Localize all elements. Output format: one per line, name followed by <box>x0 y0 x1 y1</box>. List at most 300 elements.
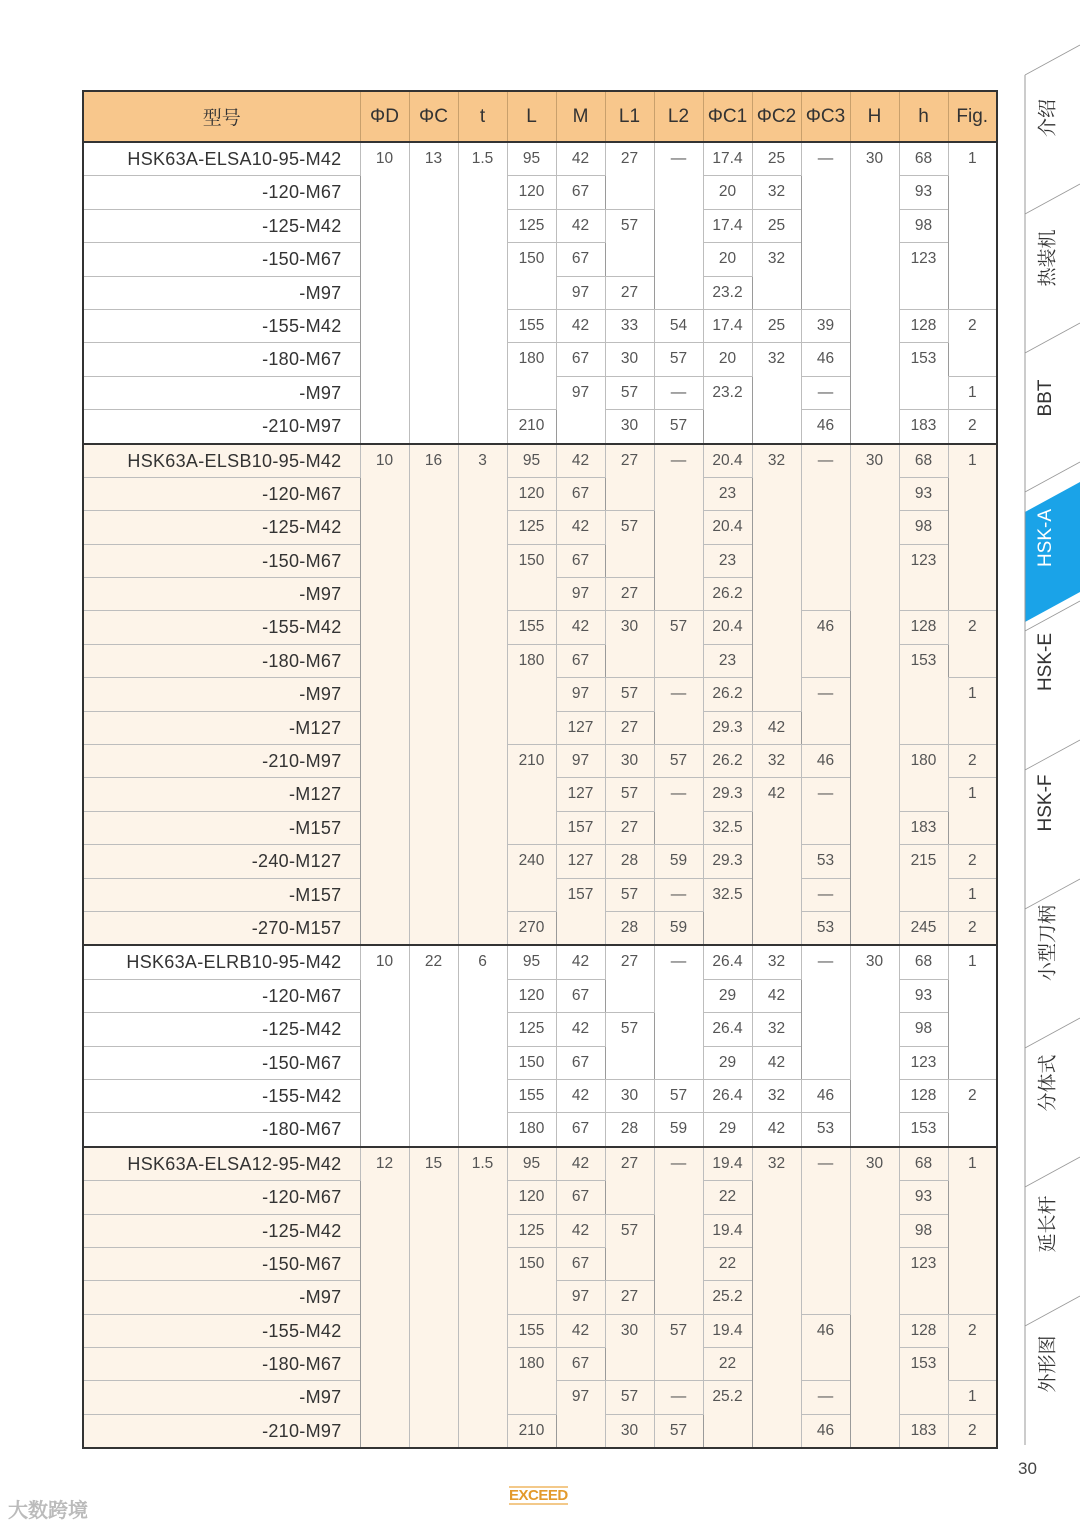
model-cell: -125-M42 <box>83 511 360 544</box>
cell-l: 180 <box>507 1348 556 1415</box>
cell-c1: 32.5 <box>703 878 752 945</box>
cell-h: 93 <box>899 979 948 1012</box>
cell-c2: 25 <box>752 309 801 342</box>
cell-c1: 26.4 <box>703 1079 752 1112</box>
cell-c1: 20.4 <box>703 511 752 544</box>
cell-fig: 1 <box>948 778 997 845</box>
cell-h-upper: 30 <box>850 142 899 444</box>
header-c2: ΦC2 <box>752 91 801 142</box>
cell-c3: — <box>801 444 850 611</box>
cell-l1: 30 <box>605 410 654 444</box>
cell-c1: 26.4 <box>703 1013 752 1046</box>
cell-l2: — <box>654 376 703 409</box>
cell-c3: 46 <box>801 1079 850 1112</box>
cell-l: 180 <box>507 1113 556 1147</box>
tab-separator <box>1025 740 1080 770</box>
cell-d: 12 <box>360 1147 409 1449</box>
cell-c3: 46 <box>801 343 850 376</box>
cell-l: 125 <box>507 209 556 242</box>
cell-c: 22 <box>409 945 458 1146</box>
cell-c2: 32 <box>752 243 801 310</box>
model-cell: HSK63A-ELSA10-95-M42 <box>83 142 360 176</box>
cell-c1: 29 <box>703 979 752 1012</box>
cell-m: 97 <box>556 1281 605 1314</box>
tab-separator <box>1025 323 1080 353</box>
header-l1: L1 <box>605 91 654 142</box>
cell-c1: 20 <box>703 343 752 376</box>
cell-l: 155 <box>507 1079 556 1112</box>
cell-c3: — <box>801 1147 850 1314</box>
cell-m: 127 <box>556 778 605 811</box>
cell-m: 157 <box>556 811 605 844</box>
model-cell: -180-M67 <box>83 644 360 677</box>
cell-l1: 27 <box>605 276 654 309</box>
cell-m: 127 <box>556 845 605 878</box>
cell-l1: 27 <box>605 945 654 1012</box>
cell-c3: — <box>801 376 850 409</box>
cell-c3: 53 <box>801 1113 850 1147</box>
cell-l1: 27 <box>605 1281 654 1314</box>
cell-fig: 2 <box>948 1414 997 1448</box>
cell-h: 93 <box>899 477 948 510</box>
model-cell: -150-M67 <box>83 544 360 577</box>
header-c1: ΦC1 <box>703 91 752 142</box>
cell-c3: — <box>801 945 850 1079</box>
cell-l2: — <box>654 678 703 745</box>
cell-c1: 26.2 <box>703 578 752 611</box>
cell-l1: 57 <box>605 1214 654 1281</box>
sidebar-tab-4[interactable]: HSK-E <box>1035 632 1056 692</box>
cell-m: 67 <box>556 1046 605 1079</box>
model-cell: -150-M67 <box>83 243 360 276</box>
cell-m: 42 <box>556 945 605 979</box>
cell-h: 128 <box>899 1079 948 1112</box>
cell-m: 97 <box>556 276 605 309</box>
cell-c1: 20.4 <box>703 444 752 478</box>
cell-h: 98 <box>899 511 948 544</box>
cell-l1: 27 <box>605 811 654 844</box>
cell-c3: — <box>801 778 850 845</box>
watermark: 大数跨境 <box>8 1500 88 1522</box>
cell-l2: — <box>654 142 703 309</box>
cell-c2: 32 <box>752 1013 801 1046</box>
cell-l1: 27 <box>605 444 654 511</box>
cell-l2: 59 <box>654 1113 703 1147</box>
cell-l: 155 <box>507 1314 556 1347</box>
cell-c3: 46 <box>801 410 850 444</box>
cell-l1: 57 <box>605 376 654 409</box>
model-cell: -180-M67 <box>83 1348 360 1381</box>
cell-h-upper: 30 <box>850 1147 899 1449</box>
cell-l1: 57 <box>605 511 654 578</box>
header-d: ΦD <box>360 91 409 142</box>
cell-c1: 32.5 <box>703 811 752 844</box>
cell-c3: 46 <box>801 611 850 678</box>
tab-separator <box>1025 1018 1080 1048</box>
cell-l1: 57 <box>605 1013 654 1080</box>
cell-fig: 1 <box>948 945 997 1079</box>
cell-l2: 54 <box>654 309 703 342</box>
cell-l1: 27 <box>605 711 654 744</box>
cell-l2: — <box>654 778 703 845</box>
cell-c2: 32 <box>752 1079 801 1112</box>
cell-l2: 57 <box>654 1079 703 1112</box>
cell-l: 120 <box>507 176 556 209</box>
cell-m: 67 <box>556 1247 605 1280</box>
cell-m: 67 <box>556 477 605 510</box>
cell-c1: 29.3 <box>703 711 752 744</box>
cell-l: 270 <box>507 911 556 945</box>
cell-c1: 20.4 <box>703 611 752 644</box>
cell-c2: 42 <box>752 979 801 1012</box>
cell-l: 95 <box>507 444 556 478</box>
cell-h: 153 <box>899 343 948 410</box>
cell-h: 128 <box>899 1314 948 1347</box>
cell-c2: 25 <box>752 142 801 176</box>
model-cell: -M127 <box>83 778 360 811</box>
cell-m: 42 <box>556 309 605 342</box>
cell-c2: 42 <box>752 778 801 945</box>
cell-h: 153 <box>899 1113 948 1147</box>
cell-m: 42 <box>556 1079 605 1112</box>
sidebar-tab-1[interactable]: 热装机 <box>1037 229 1059 287</box>
model-cell: -M97 <box>83 578 360 611</box>
cell-h: 68 <box>899 945 948 979</box>
cell-l: 125 <box>507 1214 556 1247</box>
cell-fig: 2 <box>948 911 997 945</box>
cell-l: 210 <box>507 410 556 444</box>
model-cell: HSK63A-ELRB10-95-M42 <box>83 945 360 979</box>
cell-m: 67 <box>556 544 605 577</box>
cell-l: 120 <box>507 979 556 1012</box>
cell-h: 153 <box>899 644 948 744</box>
cell-c3: 46 <box>801 1314 850 1381</box>
header-fig: Fig. <box>948 91 997 142</box>
cell-l1: 57 <box>605 209 654 276</box>
cell-h: 123 <box>899 1247 948 1314</box>
tab-separator <box>1025 1157 1080 1187</box>
cell-l1: 30 <box>605 611 654 678</box>
cell-l: 180 <box>507 343 556 410</box>
cell-c1: 29.3 <box>703 778 752 811</box>
header-h: h <box>899 91 948 142</box>
tab-separator <box>1025 1296 1080 1326</box>
cell-c1: 23.2 <box>703 276 752 309</box>
cell-h: 183 <box>899 410 948 444</box>
cell-c3: — <box>801 1381 850 1414</box>
cell-l: 125 <box>507 511 556 544</box>
cell-m: 67 <box>556 343 605 376</box>
model-cell: -120-M67 <box>83 1181 360 1214</box>
cell-c2: 32 <box>752 1147 801 1449</box>
cell-c3: — <box>801 678 850 745</box>
model-cell: -125-M42 <box>83 1013 360 1046</box>
sidebar-tab-0[interactable]: 介绍 <box>1037 98 1059 138</box>
header-c: ΦC <box>409 91 458 142</box>
cell-l1: 30 <box>605 745 654 778</box>
cell-h: 68 <box>899 1147 948 1181</box>
sidebar-tab-5[interactable]: HSK-F <box>1035 774 1056 832</box>
model-cell: HSK63A-ELSA12-95-M42 <box>83 1147 360 1181</box>
cell-c1: 26.4 <box>703 945 752 979</box>
cell-l: 150 <box>507 1046 556 1079</box>
model-cell: -125-M42 <box>83 1214 360 1247</box>
cell-m: 67 <box>556 1181 605 1214</box>
cell-h: 123 <box>899 544 948 611</box>
cell-c3: 53 <box>801 911 850 945</box>
cell-h: 128 <box>899 611 948 644</box>
model-cell: -180-M67 <box>83 1113 360 1147</box>
model-cell: -155-M42 <box>83 1079 360 1112</box>
cell-l: 150 <box>507 544 556 611</box>
cell-l: 210 <box>507 1414 556 1448</box>
cell-c1: 17.4 <box>703 309 752 342</box>
cell-c1: 26.2 <box>703 678 752 711</box>
cell-l1: 57 <box>605 678 654 711</box>
cell-h: 68 <box>899 444 948 478</box>
model-cell: -210-M97 <box>83 745 360 778</box>
cell-m: 97 <box>556 1381 605 1448</box>
cell-fig: 2 <box>948 611 997 678</box>
sidebar-tab-9[interactable]: 外形图 <box>1037 1335 1059 1393</box>
cell-l2: — <box>654 1147 703 1314</box>
cell-l1: 28 <box>605 1113 654 1147</box>
cell-fig: 1 <box>948 142 997 309</box>
cell-d: 10 <box>360 945 409 1146</box>
cell-c3: — <box>801 142 850 309</box>
cell-h: 128 <box>899 309 948 342</box>
cell-m: 97 <box>556 376 605 443</box>
cell-h: 98 <box>899 1013 948 1046</box>
model-cell: -M157 <box>83 811 360 844</box>
cell-l1: 57 <box>605 1381 654 1414</box>
model-cell: -150-M67 <box>83 1046 360 1079</box>
header-m: M <box>556 91 605 142</box>
cell-l1: 57 <box>605 778 654 811</box>
cell-m: 157 <box>556 878 605 945</box>
cell-h: 68 <box>899 142 948 176</box>
cell-c1: 19.4 <box>703 1314 752 1347</box>
header-h-upper: H <box>850 91 899 142</box>
cell-h: 123 <box>899 243 948 310</box>
model-cell: -155-M42 <box>83 611 360 644</box>
sidebar-tab-7[interactable]: 分体式 <box>1037 1054 1059 1112</box>
cell-l2: 57 <box>654 611 703 678</box>
cell-l2: — <box>654 945 703 1079</box>
cell-l: 210 <box>507 745 556 845</box>
model-cell: -120-M67 <box>83 979 360 1012</box>
model-cell: -210-M97 <box>83 410 360 444</box>
cell-m: 42 <box>556 209 605 242</box>
cell-l2: 59 <box>654 911 703 945</box>
tab-separator <box>1025 184 1080 214</box>
header-model: 型号 <box>83 91 360 142</box>
header-l2: L2 <box>654 91 703 142</box>
cell-c: 13 <box>409 142 458 444</box>
model-cell: -150-M67 <box>83 1247 360 1280</box>
cell-h: 123 <box>899 1046 948 1079</box>
cell-c: 15 <box>409 1147 458 1449</box>
cell-fig: 2 <box>948 845 997 878</box>
model-cell: -125-M42 <box>83 209 360 242</box>
cell-l: 95 <box>507 1147 556 1181</box>
cell-h-upper: 30 <box>850 444 899 946</box>
cell-h: 153 <box>899 1348 948 1415</box>
sidebar-tab-8[interactable]: 延长杆 <box>1037 1195 1059 1253</box>
cell-fig: 2 <box>948 1314 997 1381</box>
cell-l: 125 <box>507 1013 556 1046</box>
cell-m: 67 <box>556 644 605 677</box>
cell-m: 42 <box>556 142 605 176</box>
model-cell: -M97 <box>83 276 360 309</box>
model-cell: HSK63A-ELSB10-95-M42 <box>83 444 360 478</box>
cell-c3: 53 <box>801 845 850 878</box>
cell-m: 42 <box>556 611 605 644</box>
cell-c2: 32 <box>752 945 801 979</box>
cell-l: 150 <box>507 1247 556 1314</box>
cell-l1: 30 <box>605 1314 654 1381</box>
cell-l2: 57 <box>654 343 703 376</box>
cell-l2: 57 <box>654 745 703 778</box>
cell-h: 215 <box>899 845 948 912</box>
cell-l: 155 <box>507 309 556 342</box>
cell-l1: 28 <box>605 845 654 878</box>
header-c3: ΦC3 <box>801 91 850 142</box>
cell-h: 98 <box>899 1214 948 1247</box>
cell-c1: 26.2 <box>703 745 752 778</box>
cell-m: 42 <box>556 511 605 544</box>
cell-m: 67 <box>556 243 605 276</box>
cell-c2: 32 <box>752 745 801 778</box>
cell-c1: 22 <box>703 1181 752 1214</box>
cell-l1: 27 <box>605 578 654 611</box>
cell-m: 42 <box>556 1147 605 1181</box>
cell-c1: 25.2 <box>703 1381 752 1448</box>
cell-t: 1.5 <box>458 142 507 444</box>
cell-fig: 1 <box>948 1381 997 1414</box>
cell-c1: 19.4 <box>703 1147 752 1181</box>
cell-l2: 57 <box>654 1314 703 1381</box>
model-cell: -120-M67 <box>83 477 360 510</box>
cell-l1: 33 <box>605 309 654 342</box>
cell-l: 180 <box>507 644 556 744</box>
sidebar-tab-3[interactable]: HSK-A <box>1035 508 1056 568</box>
cell-fig: 1 <box>948 1147 997 1314</box>
cell-fig: 1 <box>948 444 997 611</box>
cell-l2: 59 <box>654 845 703 878</box>
sidebar-tab-2[interactable]: BBT <box>1035 379 1056 417</box>
cell-m: 127 <box>556 711 605 744</box>
cell-d: 10 <box>360 444 409 946</box>
cell-c1: 23.2 <box>703 376 752 443</box>
cell-c1: 25.2 <box>703 1281 752 1314</box>
cell-h: 183 <box>899 811 948 844</box>
cell-l1: 30 <box>605 343 654 376</box>
cell-l1: 27 <box>605 1147 654 1214</box>
cell-t: 3 <box>458 444 507 946</box>
cell-m: 67 <box>556 1348 605 1381</box>
cell-c1: 19.4 <box>703 1214 752 1247</box>
cell-h: 245 <box>899 911 948 945</box>
cell-l: 120 <box>507 477 556 510</box>
cell-h-upper: 30 <box>850 945 899 1146</box>
cell-l: 150 <box>507 243 556 310</box>
model-cell: -180-M67 <box>83 343 360 376</box>
cell-m: 97 <box>556 745 605 778</box>
cell-fig: 1 <box>948 376 997 409</box>
cell-c3: 46 <box>801 745 850 778</box>
model-cell: -M97 <box>83 1281 360 1314</box>
cell-c2: 32 <box>752 444 801 712</box>
cell-c3: 39 <box>801 309 850 342</box>
cell-fig: 1 <box>948 678 997 745</box>
cell-c1: 23 <box>703 544 752 577</box>
cell-c1: 22 <box>703 1348 752 1381</box>
cell-l2: 57 <box>654 410 703 444</box>
cell-h: 93 <box>899 176 948 209</box>
cell-c2: 32 <box>752 176 801 209</box>
cell-c1: 29.3 <box>703 845 752 878</box>
cell-c1: 17.4 <box>703 142 752 176</box>
page-number: 30 <box>1018 1459 1037 1478</box>
cell-d: 10 <box>360 142 409 444</box>
cell-l: 120 <box>507 1181 556 1214</box>
model-cell: -210-M97 <box>83 1414 360 1448</box>
cell-l2: — <box>654 444 703 611</box>
cell-fig: 2 <box>948 1079 997 1146</box>
cell-c: 16 <box>409 444 458 946</box>
cell-h: 180 <box>899 745 948 812</box>
tab-separator <box>1025 45 1080 75</box>
cell-h: 183 <box>899 1414 948 1448</box>
cell-fig: 2 <box>948 745 997 778</box>
cell-c3: 46 <box>801 1414 850 1448</box>
model-cell: -M157 <box>83 878 360 911</box>
model-cell: -240-M127 <box>83 845 360 878</box>
cell-l1: 30 <box>605 1414 654 1448</box>
cell-c1: 23 <box>703 644 752 677</box>
cell-l2: 57 <box>654 1414 703 1448</box>
model-cell: -270-M157 <box>83 911 360 945</box>
cell-l1: 57 <box>605 878 654 911</box>
cell-t: 6 <box>458 945 507 1146</box>
cell-m: 42 <box>556 1013 605 1046</box>
cell-m: 97 <box>556 578 605 611</box>
cell-h: 93 <box>899 1181 948 1214</box>
cell-l: 95 <box>507 142 556 176</box>
brand-logo: EXCEED <box>509 1487 568 1504</box>
cell-l1: 30 <box>605 1079 654 1112</box>
cell-m: 67 <box>556 176 605 209</box>
model-cell: -M97 <box>83 1381 360 1414</box>
cell-m: 67 <box>556 979 605 1012</box>
cell-m: 97 <box>556 678 605 711</box>
cell-fig: 2 <box>948 410 997 444</box>
sidebar-tab-6[interactable]: 小型刀柄 <box>1037 904 1059 982</box>
cell-c1: 29 <box>703 1113 752 1147</box>
cell-l1: 28 <box>605 911 654 945</box>
model-cell: -M97 <box>83 376 360 409</box>
cell-c1: 20 <box>703 243 752 276</box>
cell-m: 42 <box>556 1214 605 1247</box>
cell-m: 42 <box>556 1314 605 1347</box>
cell-c2: 42 <box>752 1113 801 1147</box>
cell-c1: 20 <box>703 176 752 209</box>
model-cell: -M127 <box>83 711 360 744</box>
cell-l: 155 <box>507 611 556 644</box>
model-cell: -155-M42 <box>83 1314 360 1347</box>
cell-h: 98 <box>899 209 948 242</box>
